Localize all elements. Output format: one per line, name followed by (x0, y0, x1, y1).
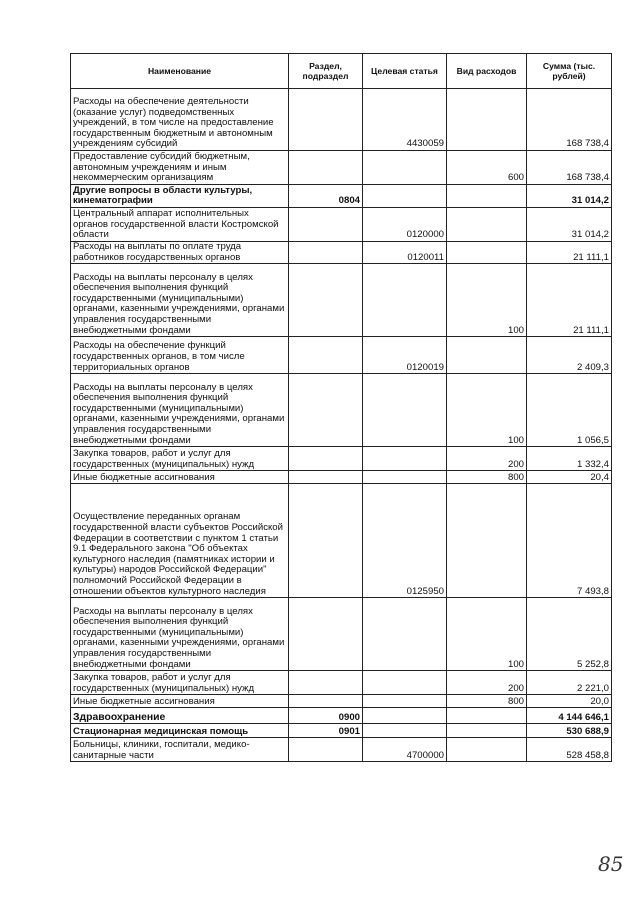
cell-kind: 200 (447, 671, 527, 695)
cell-kind: 800 (447, 471, 527, 484)
cell-sum: 7 493,8 (527, 484, 612, 598)
cell-article: 4430059 (363, 89, 447, 151)
cell-sum: 4 144 646,1 (527, 708, 612, 724)
cell-name: Закупка товаров, работ и услуг для государственных (муниципальных) нужд (71, 447, 289, 471)
header-name: Наименование (71, 54, 289, 89)
cell-article: 0120011 (363, 242, 447, 264)
cell-article (363, 264, 447, 337)
cell-kind: 100 (447, 598, 527, 671)
cell-section (289, 208, 363, 242)
cell-sum: 1 332,4 (527, 447, 612, 471)
cell-section (289, 671, 363, 695)
cell-name: Иные бюджетные ассигнования (71, 695, 289, 708)
cell-kind (447, 242, 527, 264)
cell-kind: 800 (447, 695, 527, 708)
cell-kind (447, 337, 527, 374)
cell-sum: 31 014,2 (527, 185, 612, 208)
cell-article (363, 185, 447, 208)
cell-name: Предоставление субсидий бюджетным, автономным учреждениям и иным некоммерческим организациям (71, 151, 289, 185)
cell-article (363, 598, 447, 671)
cell-article (363, 708, 447, 724)
table-row (71, 242, 612, 264)
cell-article (363, 151, 447, 185)
cell-section (289, 151, 363, 185)
cell-article: 0120000 (363, 208, 447, 242)
table-row (71, 671, 612, 695)
cell-name: Расходы на обеспечение функций государственных органов, в том числе территориальных органов (71, 337, 289, 374)
table-row (71, 208, 612, 242)
cell-sum: 5 252,8 (527, 598, 612, 671)
table-row (71, 708, 612, 724)
cell-name: Расходы на выплаты по оплате труда работников государственных органов (71, 242, 289, 264)
cell-kind (447, 724, 527, 738)
cell-article (363, 447, 447, 471)
cell-section (289, 447, 363, 471)
cell-sum: 2 221,0 (527, 671, 612, 695)
cell-name: Центральный аппарат исполнительных органов государственной власти Костромской области (71, 208, 289, 242)
cell-article (363, 724, 447, 738)
table-row (71, 264, 612, 337)
cell-sum: 168 738,4 (527, 151, 612, 185)
cell-section (289, 242, 363, 264)
cell-article: 4700000 (363, 738, 447, 762)
cell-name: Другие вопросы в области культуры, кинематографии (71, 185, 289, 208)
cell-kind (447, 738, 527, 762)
cell-section (289, 484, 363, 598)
cell-section: 0804 (289, 185, 363, 208)
cell-section (289, 598, 363, 671)
cell-article: 0125950 (363, 484, 447, 598)
header-article: Целевая статья (363, 54, 447, 89)
header-sum: Сумма (тыс. рублей) (527, 54, 612, 89)
cell-section (289, 738, 363, 762)
cell-name: Осуществление переданных органам государственной власти субъектов Российской Федерации в соответствии с пунктом 1 статьи 9.1 Федерального закона "Об объектах культурного наследия (памятниках истории и культуры) народов Российской Федерации" полномочий Российской Федерации в отношении объектов культурного наследия (71, 484, 289, 598)
cell-sum: 20,0 (527, 695, 612, 708)
table-header-row (71, 54, 612, 89)
cell-kind (447, 708, 527, 724)
page-number: 85 (598, 852, 624, 876)
table-row (71, 484, 612, 598)
cell-name: Иные бюджетные ассигнования (71, 471, 289, 484)
cell-sum: 528 458,8 (527, 738, 612, 762)
table-row (71, 447, 612, 471)
cell-article (363, 695, 447, 708)
table-row (71, 151, 612, 185)
cell-section (289, 264, 363, 337)
cell-section (289, 374, 363, 447)
cell-article (363, 671, 447, 695)
cell-name: Расходы на выплаты персоналу в целях обеспечения выполнения функций государственными (муниципальными) органами, казенными учреждениями, органами управления государственными внебюджетными фондами (71, 374, 289, 447)
cell-name: Закупка товаров, работ и услуг для государственных (муниципальных) нужд (71, 671, 289, 695)
table-row (71, 374, 612, 447)
cell-kind (447, 89, 527, 151)
cell-name: Расходы на выплаты персоналу в целях обеспечения выполнения функций государственными (муниципальными) органами, казенными учреждениями, органами управления государственными внебюджетными фондами (71, 264, 289, 337)
cell-sum: 168 738,4 (527, 89, 612, 151)
table-row (71, 471, 612, 484)
cell-sum: 21 111,1 (527, 242, 612, 264)
cell-section (289, 695, 363, 708)
table-row (71, 185, 612, 208)
cell-sum: 20,4 (527, 471, 612, 484)
cell-section: 0901 (289, 724, 363, 738)
cell-sum: 2 409,3 (527, 337, 612, 374)
cell-article: 0120019 (363, 337, 447, 374)
table-row (71, 695, 612, 708)
cell-section (289, 471, 363, 484)
budget-table (70, 53, 612, 762)
cell-name: Здравоохранение (71, 708, 289, 724)
cell-name: Расходы на обеспечение деятельности (оказание услуг) подведомственных учреждений, в том числе на предоставление государственным бюджетным и автономным учреждениям субсидий (71, 89, 289, 151)
cell-kind (447, 484, 527, 598)
cell-sum: 31 014,2 (527, 208, 612, 242)
cell-kind: 100 (447, 264, 527, 337)
table-row (71, 738, 612, 762)
cell-kind (447, 208, 527, 242)
cell-section (289, 89, 363, 151)
cell-sum: 1 056,5 (527, 374, 612, 447)
header-section: Раздел, подраздел (289, 54, 363, 89)
cell-name: Больницы, клиники, госпитали, медико-санитарные части (71, 738, 289, 762)
cell-kind: 200 (447, 447, 527, 471)
cell-name: Стационарная медицинская помощь (71, 724, 289, 738)
cell-kind: 100 (447, 374, 527, 447)
cell-sum: 530 688,9 (527, 724, 612, 738)
table-row (71, 337, 612, 374)
cell-name: Расходы на выплаты персоналу в целях обеспечения выполнения функций государственными (муниципальными) органами, казенными учреждениями, органами управления государственными внебюджетными фондами (71, 598, 289, 671)
cell-sum: 21 111,1 (527, 264, 612, 337)
cell-article (363, 471, 447, 484)
cell-kind (447, 185, 527, 208)
table-row (71, 724, 612, 738)
cell-section (289, 337, 363, 374)
table-row (71, 89, 612, 151)
cell-section: 0900 (289, 708, 363, 724)
table-row (71, 598, 612, 671)
cell-article (363, 374, 447, 447)
cell-kind: 600 (447, 151, 527, 185)
header-kind: Вид расходов (447, 54, 527, 89)
